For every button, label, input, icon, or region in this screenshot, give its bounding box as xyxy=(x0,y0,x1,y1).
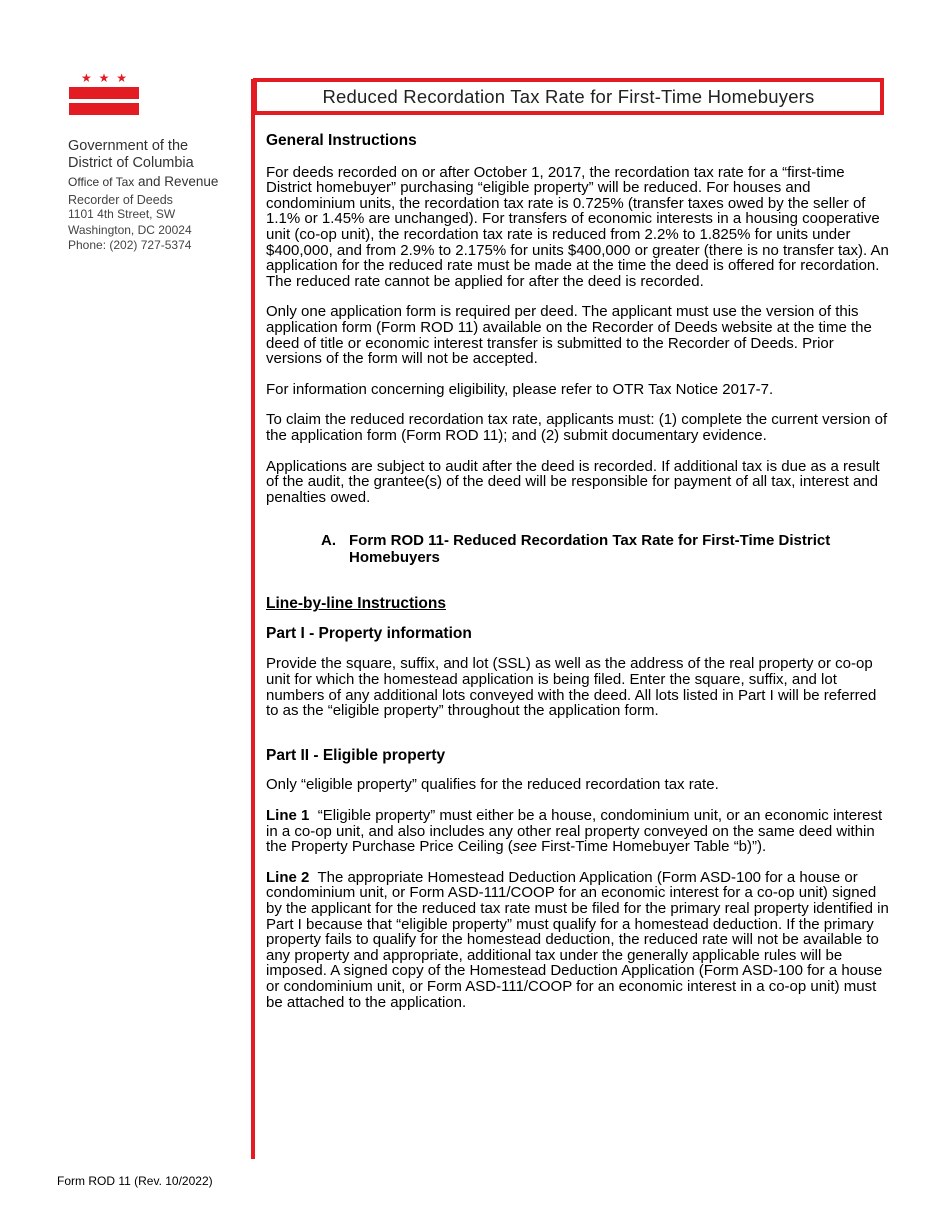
section-a-title-line-2: Homebuyers xyxy=(349,548,440,566)
department-name: Recorder of Deeds xyxy=(68,193,173,207)
general-paragraph-4: To claim the reduced recordation tax rate, applicants must: (1) complete the current version of the application form (Form ROD 11); and (2) submit documentary evidence. xyxy=(266,411,888,444)
section-a-title-line-1: Form ROD 11- Reduced Recordation Tax Rate for First-Time District xyxy=(349,532,831,550)
form-footer: Form ROD 11 (Rev. 10/2022) xyxy=(57,1174,213,1188)
gov-line-2: District of Columbia xyxy=(68,155,194,171)
part-1-text: Provide the square, suffix, and lot (SSL) as well as the address of the real property or co-op unit for which the homestead application is being filed. Enter the square, suffix, and lot numbers of any additional lots conveyed with the deed. All lots listed in Part I will be referred to as the “eligible property” throughout the application form. xyxy=(266,655,877,720)
line-2-text: The appropriate Homestead Deduction Application (Form ASD-100 for a house or condominium unit, or Form ASD-111/COOP for an economic interest for a co-op unit) signed by the applicant for the reduced tax rate must be filed for the primary real property identified in Part I because that “eligible property” must qualify for a homestead deduction. If the primary property fails to qualify for the homestead deduction, the reduced rate will not be available to any property and appropriate, additional tax under the generally applicable rules will be imposed. A signed copy of the Homestead Deduction Application (Form ASD-100 for a house or condominium unit, or Form ASD-111/COOP for an economic interest in a co-op unit) must be attached to the application. xyxy=(266,868,889,1011)
line-1-label: Line 1 xyxy=(266,807,310,825)
star-icon: ★ xyxy=(98,71,110,85)
phone-number: Phone: (202) 727-5374 xyxy=(68,238,192,252)
part-2-heading: Part II - Eligible property xyxy=(266,746,446,764)
section-a-title xyxy=(349,533,830,566)
part-2-intro: Only “eligible property” qualifies for the reduced recordation tax rate. xyxy=(266,776,719,794)
city-address: Washington, DC 20024 xyxy=(68,222,192,237)
office-part-1: Office of Tax xyxy=(68,175,135,189)
line-1-text-b: First-Time Homebuyer Table “b)”). xyxy=(536,838,767,856)
line-1-see: see xyxy=(512,838,537,856)
line-2-label: Line 2 xyxy=(266,868,310,886)
dc-flag-icon xyxy=(69,72,139,116)
flag-bar-bottom xyxy=(69,103,139,115)
flag-stars xyxy=(69,72,139,84)
line-by-line-heading: Line-by-line Instructions xyxy=(266,595,446,613)
line-1-instruction xyxy=(266,808,890,855)
general-paragraph-5: Applications are subject to audit after the deed is recorded. If additional tax is due as a result of the audit, the grantee(s) of the deed will be responsible for payment of all tax, interest and penalties owed. xyxy=(266,457,880,506)
section-a-number: A. xyxy=(321,532,336,550)
general-paragraph-3: For information concerning eligibility, please refer to OTR Tax Notice 2017-7. xyxy=(266,380,774,398)
gov-line-1: Government of the xyxy=(68,138,189,154)
page-title: Reduced Recordation Tax Rate for First-Time Homebuyers xyxy=(253,78,884,115)
general-instructions-heading: General Instructions xyxy=(266,132,417,149)
office-part-2: and Revenue xyxy=(138,174,219,189)
star-icon: ★ xyxy=(116,71,127,85)
flag-bar-top xyxy=(69,87,139,99)
general-paragraph-2: Only one application form is required per deed. The applicant must use the version of this application form (Form ROD 11) available on the Recorder of Deeds website at the time the deed of title or economic interest transfer is submitted to the Recorder of Deeds. Prior versions of the form will not be accepted. xyxy=(266,303,872,368)
general-paragraph-1: For deeds recorded on or after October 1, 2017, the recordation tax rate for a “first-time District homebuyer” purchasing “eligible property” will be reduced. For houses and condominium units, the recordation tax rate is 0.725% (transfer taxes owed by the seller of 1.1% or 1.45% are unchanged). For transfers of economic interests in a housing cooperative unit (co-op unit), the recordation tax rate is reduced from 2.2% to 1.825% for units under $400,000, and from 2.9% to 2.175% for units $400,000 or greater (there is no transfer tax). An application for the reduced rate must be made at the time the deed is offered for recordation. The reduced rate cannot be applied for after the deed is recorded. xyxy=(266,163,889,290)
part-1-heading: Part I - Property information xyxy=(266,624,472,642)
red-divider-line xyxy=(251,79,255,1159)
line-1-text-a: “Eligible property” must either be a house, condominium unit, or an economic interest in a co-op unit, and also includes any other real property conveyed on the same deed within the Property Purchase Price Ceiling ( xyxy=(266,807,883,856)
office-name xyxy=(68,174,253,189)
street-address: 1101 4th Street, SW xyxy=(68,207,176,221)
instructions-body xyxy=(266,133,890,1025)
star-icon: ★ xyxy=(81,71,92,85)
line-2-instruction xyxy=(266,870,890,1010)
agency-info xyxy=(68,138,253,254)
section-a-heading xyxy=(321,533,890,566)
